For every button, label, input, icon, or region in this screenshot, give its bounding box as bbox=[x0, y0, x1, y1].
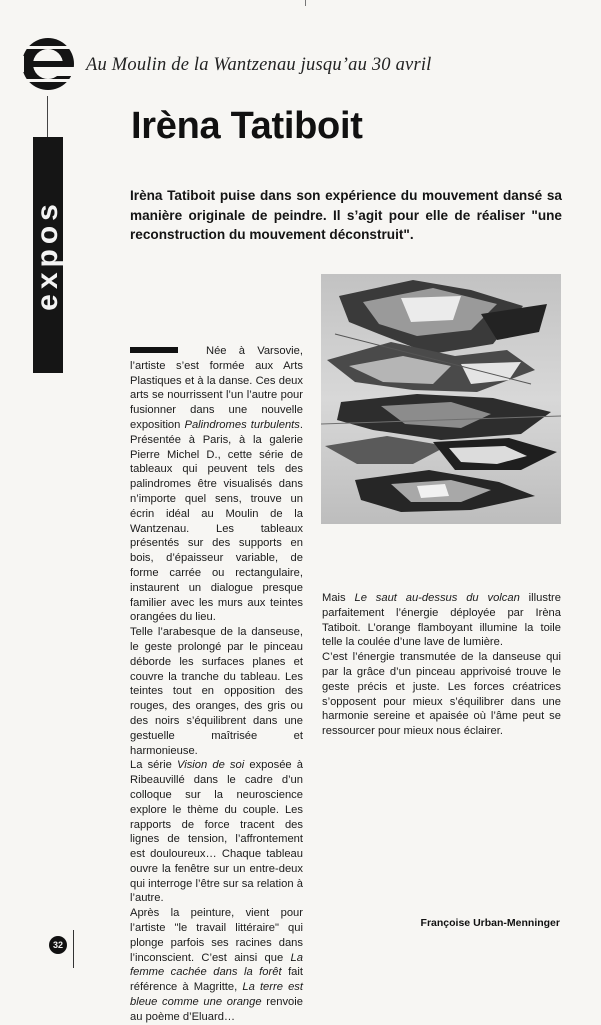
article-lead: Irèna Tatiboit puise dans son expérience du mouvement dansé sa manière originale de peindre. Il s’agit pour elle de réaliser "une reconstruction du mouvement déconstruit". bbox=[130, 188, 562, 242]
paragraph-text: Née à Varsovie, l’artiste s’est formée aux Arts Plastiques et à la danse. Ces deux arts se nourrissent l’un l’autre pour fusionner dans une nouvelle exposition bbox=[130, 345, 303, 431]
section-label: expos bbox=[31, 199, 64, 311]
e-logo-icon bbox=[20, 36, 76, 92]
paragraph-text: La série bbox=[130, 759, 177, 772]
work-title: Vision de soi bbox=[176, 759, 245, 772]
paragraph-text: renvoie au poème d’Eluard… bbox=[130, 996, 303, 1023]
paragraph-text: Mais bbox=[322, 592, 355, 604]
painting-image bbox=[321, 274, 561, 524]
paragraph bbox=[130, 758, 303, 906]
work-title: La terre est bleue comme une orange bbox=[130, 981, 303, 1009]
article-title: Irèna Tatiboit bbox=[131, 105, 363, 147]
article-column-left bbox=[130, 344, 303, 1025]
work-title: La femme cachée dans la forêt bbox=[130, 951, 303, 979]
author-byline: Françoise Urban-Menninger bbox=[420, 917, 560, 929]
article-column-right bbox=[322, 591, 561, 739]
section-rule bbox=[47, 96, 48, 138]
paragraph bbox=[130, 906, 303, 1024]
paragraph bbox=[322, 591, 561, 650]
paragraph-text: exposée à Ribeauvillé dans le cadre d’un colloque sur la neuroscience explore le thème du couple. Les rapports de force tracent des lignes de tension, l’affrontement est douloureux… Chaque tableau ouvre la fenêtre sur un entre-deux qui interroge l’être sur sa relation à l’autre. bbox=[130, 759, 303, 905]
paragraph: Telle l’arabesque de la danseuse, le geste prolongé par le pinceau déborde les surfaces planes et couvre la tranche du tableau. Les teintes tout en opposition des rouges, des oranges, des gris ou des noirs s’équilibrent dans une gestuelle maîtrisée et harmonieuse. bbox=[130, 626, 303, 757]
paragraph bbox=[130, 344, 303, 625]
lead-dash bbox=[130, 347, 178, 353]
abstract-painting-icon bbox=[321, 274, 561, 524]
paragraph-text: Après la peinture, vient pour l’artiste "le travail littéraire" qui plonge parfois ses racines dans l’inconscient. C’est ainsi que bbox=[130, 907, 303, 964]
crop-mark bbox=[305, 0, 306, 6]
work-title: Palindromes turbulents bbox=[184, 418, 300, 431]
paragraph-text: fait référence à Magritte, bbox=[130, 966, 303, 994]
paragraph-text: illustre parfaitement l’énergie déployée par Irèna Tatiboit. L’orange flamboyant illumine la toile telle la coulée d’une lave de lumière. bbox=[322, 592, 561, 649]
work-title: Le saut au-dessus du volcan bbox=[354, 592, 520, 604]
page-number: 32 bbox=[49, 936, 67, 954]
footer-rule bbox=[73, 930, 74, 968]
paragraph: C’est l’énergie transmutée de la danseuse qui par la grâce d’un pinceau apprivoisé trouve le geste précis et juste. Les forces créatrices s’opposent pour mieux s’équilibrer dans une harmonie sereine et apaisée où l’âme peut se ressourcer pour mieux nous éclairer. bbox=[322, 651, 561, 738]
paragraph-text: . Présentée à Paris, à la galerie Pierre Michel D., cette série de tableaux qui peuvent tels des palindromes être visualisés dans n’importe quel sens, trouve un écrin idéal au Moulin de la Wantzenau. Les tableaux présentés sur des supports en bois, d’épaisseur variable, de forme carrée ou rectangulaire, instaurent un dialogue presque familier avec les murs aux teintes orangées du lieu. bbox=[130, 418, 303, 624]
event-header: Au Moulin de la Wantzenau jusqu’au 30 avril bbox=[86, 55, 432, 75]
